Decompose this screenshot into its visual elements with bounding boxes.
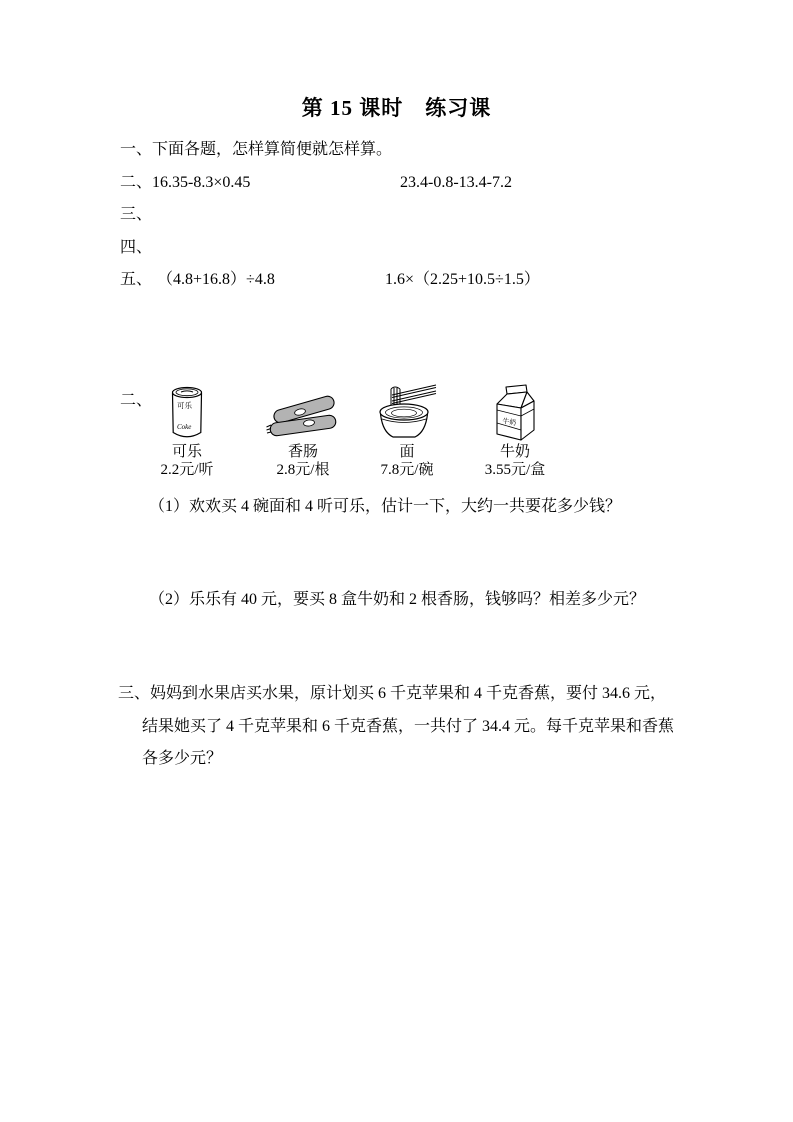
milk-carton-label-text: 牛奶 [501, 417, 517, 428]
problem-row-2-expression-1: 16.35-8.3×0.45 [152, 174, 251, 191]
product-price: 7.8元/碗 [380, 461, 434, 478]
problem-row-1-text: 下面各题，怎样算简便就怎样算。 [152, 141, 393, 158]
product-noodles [362, 380, 452, 479]
product-name: 香肠 [287, 444, 318, 460]
product-milk [470, 380, 560, 479]
shopping-question-2: （2）乐乐有 40 元，要买 8 盒牛奶和 2 根香肠，钱够吗？相差多少元？ [149, 591, 646, 608]
shopping-question-1: （1）欢欢买 4 碗面和 4 听可乐，估计一下，大约一共要花多少钱？ [149, 498, 622, 515]
sausage-icon [258, 380, 348, 442]
noodle-bowl-icon [362, 380, 452, 442]
cola-can-brand-text: Coke [177, 423, 192, 431]
cola-can-label-text: 可乐 [177, 401, 192, 410]
shopping-section-label: 二、 [120, 392, 153, 409]
problem-row-1-label: 一、 [120, 141, 153, 158]
product-name: 面 [399, 444, 415, 460]
product-price: 2.8元/根 [276, 461, 330, 478]
word-problem-line-3: 各多少元？ [142, 750, 223, 767]
problem-row-2 [120, 173, 250, 192]
product-name: 可乐 [171, 444, 202, 460]
problem-row-5-expression-1: （4.8+16.8）÷4.8 [157, 271, 275, 288]
product-price: 2.2元/听 [160, 461, 214, 478]
word-problem-line-1 [118, 684, 666, 703]
word-problem-line-2: 结果她买了 4 千克苹果和 6 千克香蕉，一共付了 34.4 元。每千克苹果和香蕉 [142, 718, 675, 735]
milk-carton-icon [470, 380, 560, 442]
word-problem-text-1: 妈妈到水果店买水果，原计划买 6 千克苹果和 4 千克香蕉，要付 34.6 元， [150, 685, 667, 702]
problem-row-5 [120, 270, 275, 289]
problem-row-2-label: 二、 [120, 174, 153, 191]
cola-can-icon [142, 380, 232, 442]
problem-row-4-label: 四、 [120, 239, 153, 256]
word-problem-label: 三、 [118, 685, 151, 702]
product-price: 3.55元/盒 [484, 461, 546, 478]
problem-row-2-expression-2: 23.4-0.8-13.4-7.2 [400, 174, 512, 191]
product-sausage [258, 380, 348, 479]
page-title: 第 15 课时 练习课 [301, 96, 492, 120]
problem-row-5-label: 五、 [120, 271, 153, 288]
problem-row-5-expression-2: 1.6×（2.25+10.5÷1.5） [385, 271, 540, 288]
problem-row-1 [120, 140, 392, 159]
problem-row-3-label: 三、 [120, 206, 153, 223]
product-cola [142, 380, 232, 479]
product-name: 牛奶 [499, 444, 530, 460]
